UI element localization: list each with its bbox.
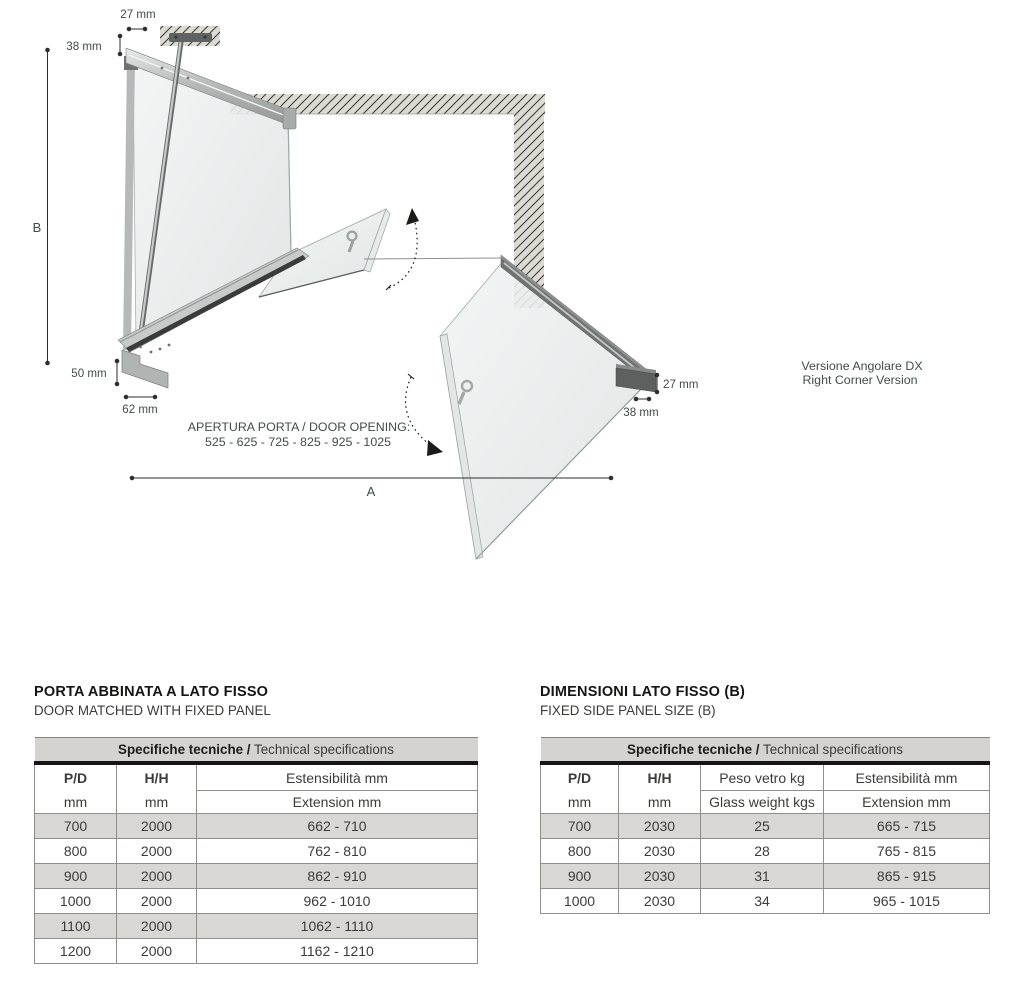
col-unit-hh: mm [619, 790, 701, 813]
dim-label-62: 62 mm [122, 403, 158, 416]
cell-hh: 2030 [619, 888, 701, 913]
col-header-extension-it: Estensibilità mm [824, 763, 990, 790]
version-note-line1: Versione Angolare DX [801, 359, 923, 373]
table-row [35, 938, 478, 963]
cell-pd: 1000 [35, 888, 117, 913]
cell-extension: 962 - 1010 [197, 888, 478, 913]
cell-hh: 2000 [117, 938, 197, 963]
left-table-section [34, 684, 478, 964]
column-unit-row [541, 790, 990, 813]
cell-hh: 2000 [117, 913, 197, 938]
col-header-weight-it: Peso vetro kg [701, 763, 824, 790]
cell-extension: 862 - 910 [197, 863, 478, 888]
header-band-regular: Technical specifications [763, 742, 903, 758]
door-opening-note-line1: APERTURA PORTA / DOOR OPENING: [187, 420, 411, 434]
swing-arrow-up [386, 208, 419, 290]
col-header-weight-en: Glass weight kgs [701, 790, 824, 813]
column-unit-row [35, 790, 478, 813]
right-table-subtitle: FIXED SIDE PANEL SIZE (B) [540, 702, 716, 718]
dim-label-38-right: 38 mm [623, 406, 659, 419]
cell-hh: 2000 [117, 888, 197, 913]
col-unit-pd: mm [35, 790, 117, 813]
cell-pd: 1200 [35, 938, 117, 963]
table-row [541, 813, 990, 838]
left-spec-table [34, 737, 478, 964]
left-table-subtitle: DOOR MATCHED WITH FIXED PANEL [34, 702, 271, 718]
col-unit-hh: mm [117, 790, 197, 813]
cell-hh: 2030 [619, 838, 701, 863]
col-header-hh: H/H [619, 763, 701, 790]
cell-extension: 762 - 810 [197, 838, 478, 863]
left-table-title: PORTA ABBINATA A LATO FISSO [34, 684, 269, 700]
column-header-row [541, 763, 990, 790]
table-row [541, 838, 990, 863]
swing-arrow-down [406, 374, 443, 456]
column-header-row [35, 763, 478, 790]
cell-hh: 2000 [117, 838, 197, 863]
table-row [35, 838, 478, 863]
header-band-bold: Specifiche tecniche / [118, 742, 251, 758]
cell-pd: 900 [35, 863, 117, 888]
table-header-band [35, 737, 478, 763]
table-row [35, 913, 478, 938]
cell-pd: 700 [35, 813, 117, 838]
cell-hh: 2000 [117, 863, 197, 888]
table-row [35, 863, 478, 888]
right-table-section [540, 684, 990, 914]
cell-weight: 31 [701, 863, 824, 888]
cell-extension: 965 - 1015 [824, 888, 990, 913]
cell-pd: 800 [35, 838, 117, 863]
cell-weight: 34 [701, 888, 824, 913]
cell-hh: 2030 [619, 813, 701, 838]
table-row [541, 888, 990, 913]
col-header-extension-en: Extension mm [197, 790, 478, 813]
dim-label-27-top: 27 mm [120, 8, 156, 21]
table-row [541, 863, 990, 888]
cell-pd: 900 [541, 863, 619, 888]
col-header-extension-it: Estensibilità mm [197, 763, 478, 790]
dim-label-27-right: 27 mm [663, 378, 699, 391]
col-header-pd: P/D [35, 763, 117, 790]
pivot-axis-line [364, 258, 502, 259]
dim-label-A: A [366, 484, 376, 499]
table-header-band-row [541, 737, 990, 763]
col-header-extension-en: Extension mm [824, 790, 990, 813]
cell-extension: 662 - 710 [197, 813, 478, 838]
right-table-title: DIMENSIONI LATO FISSO (B) [540, 684, 746, 700]
cell-extension: 665 - 715 [824, 813, 990, 838]
cell-extension: 1162 - 1210 [197, 938, 478, 963]
col-unit-pd: mm [541, 790, 619, 813]
cell-extension: 865 - 915 [824, 863, 990, 888]
col-header-hh: H/H [117, 763, 197, 790]
cell-pd: 700 [541, 813, 619, 838]
dim-label-50: 50 mm [71, 367, 107, 380]
table-row [35, 888, 478, 913]
cell-weight: 25 [701, 813, 824, 838]
col-header-pd: P/D [541, 763, 619, 790]
table-header-band [541, 737, 990, 763]
cell-hh: 2030 [619, 863, 701, 888]
version-note-line2: Right Corner Version [802, 373, 918, 387]
table-row [35, 813, 478, 838]
door-opening-note-line2: 525 - 625 - 725 - 825 - 925 - 1025 [205, 435, 391, 449]
cell-hh: 2000 [117, 813, 197, 838]
header-band-regular: Technical specifications [254, 742, 394, 758]
cell-pd: 800 [541, 838, 619, 863]
cell-pd: 1000 [541, 888, 619, 913]
right-spec-table [540, 737, 990, 914]
dim-label-38-top: 38 mm [66, 40, 102, 53]
cell-extension: 1062 - 1110 [197, 913, 478, 938]
table-header-band-row [35, 737, 478, 763]
cell-weight: 28 [701, 838, 824, 863]
header-band-bold: Specifiche tecniche / [627, 742, 760, 758]
cell-pd: 1100 [35, 913, 117, 938]
dim-label-B: B [32, 220, 42, 235]
cell-extension: 765 - 815 [824, 838, 990, 863]
